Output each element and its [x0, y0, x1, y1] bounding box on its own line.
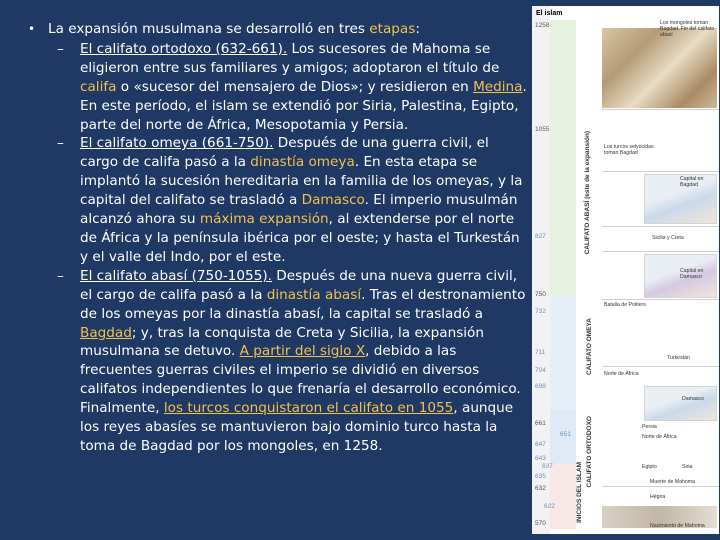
map-ortodoxo-image: [644, 386, 717, 421]
band-omeya: [550, 295, 576, 409]
intro-text: La expansión musulmana se desarrolló en tres etapas:: [48, 21, 420, 37]
year-635: 635: [535, 473, 546, 480]
band-label-ortodoxo: CALIFATO ORTODOXO: [586, 416, 593, 488]
item-title: El califato ortodoxo (632-661).: [80, 40, 288, 57]
dash-icon: –: [57, 135, 64, 152]
band-label-omeya: CALIFATO OMEYA: [586, 318, 593, 375]
label-muerte-mahoma: Muerte de Mahoma: [650, 479, 695, 485]
band-label-inicios: INICIOS DEL ISLAM: [576, 462, 583, 523]
year-704: 704: [535, 367, 546, 374]
label-norte-africa-2: Norte de África: [642, 434, 677, 440]
year-661: 661: [535, 420, 546, 427]
bullet-icon: •: [28, 22, 36, 36]
divider: [602, 251, 719, 252]
year-570: 570: [535, 520, 546, 527]
label-egipto: Egipto: [642, 464, 657, 470]
year-711: 711: [535, 349, 546, 356]
divider: [602, 299, 719, 300]
year-632: 632: [535, 485, 546, 492]
divider: [602, 226, 719, 227]
year-643: 643: [535, 455, 546, 462]
year-732: 732: [535, 308, 546, 315]
band-inicios: [550, 464, 576, 529]
year-622: 622: [544, 503, 555, 510]
label-damasco: Capital en Damasco: [680, 268, 704, 280]
list-item-abasi: – El califato abasí (750-1055). Después de una nueva guerra civil, el cargo de califa pasó a la dinastía abasí. Tras el destronamiento de los omeyas por la dinastía abasí, la capital se trasladó a Bagdad; y, tras la conquista de Creta y Sicilia, la expansión musulmana se detuvo. A partir del siglo X, debido a las frecuentes guerras civiles el imperio se dividió en diversos califatos independientes lo que frenaría el desarrollo económico. Finalmente, los turcos conquistaron el califato en 1055, aunque los reyes abasíes se mantuvieron bajo dominio turco hasta la toma de Bagdad por los mongoles, en 1258.: [57, 267, 526, 454]
label-persia: Persia: [642, 424, 657, 430]
band-abasi: [550, 20, 576, 295]
divider: [602, 366, 719, 367]
year-637: 637: [542, 463, 553, 470]
mongols-scene-image: [602, 28, 717, 108]
main-bullet: [26, 20, 531, 39]
label-siria: Siria: [682, 464, 693, 470]
label-poitiers: Batalla de Poitiers: [604, 302, 646, 308]
divider: [602, 171, 719, 172]
label-hegira: Hégira: [650, 494, 666, 500]
label-damasco-2: Damasco: [682, 396, 704, 402]
year-750: 750: [535, 291, 546, 298]
label-selyucidas: Los turcos selyúcidas toman Bagdad: [604, 144, 654, 156]
divider: [602, 109, 719, 110]
dash-icon: –: [57, 267, 64, 284]
label-nacimiento: Nacimiento de Mahoma: [650, 523, 705, 529]
list-item-omeya: – El califato omeya (661-750). Después de una guerra civil, el cargo de califa pasó a la dinastía omeya. En esta etapa se implantó la sucesión hereditaria en la familia de los omeyas, y la capital del califato se trasladó a Damasco. El imperio musulmán alcanzó ahora su máxima expansión, al extenderse por el norte de África y la península ibérica por el oeste; y hasta el Turkestán y el valle del Indo, por el este.: [57, 135, 523, 265]
year-698: 698: [535, 383, 546, 390]
label-bagdad: Capital en Bagdad: [680, 176, 704, 188]
year-647: 647: [535, 441, 546, 448]
item-title: El califato omeya (661-750).: [80, 135, 274, 152]
sub-list: [26, 40, 531, 456]
label-mongoles: Los mongoles toman Bagdad. Fin del califato abasí: [660, 20, 715, 38]
label-turkestan: Turkestán: [667, 355, 690, 361]
year-1258: 1258: [535, 22, 550, 29]
list-item-ortodoxo: – El califato ortodoxo (632-661). Los sucesores de Mahoma se eligieron entre sus familiares y amigos; adoptaron el título de califa o «sucesor del mensajero de Dios»; y residieron en Medina. En este período, el islam se extendió por Siria, Palestina, Egipto, parte del norte de África, Mesopotamia y Persia.: [57, 40, 527, 133]
timeline-image: [532, 6, 719, 534]
dash-icon: –: [57, 40, 64, 57]
year-1055: 1055: [535, 126, 550, 133]
label-norte-africa-1: Norte de África: [604, 371, 639, 377]
divider: [602, 486, 719, 487]
band-label-abasi: CALIFATO ABASÍ (este de la expansión): [584, 131, 591, 255]
year-651: 651: [560, 431, 571, 438]
slide-text: [26, 20, 531, 456]
year-827: 827: [535, 233, 546, 240]
timeline-header: El islam: [536, 10, 563, 17]
item-title: El califato abasí (750-1055).: [80, 267, 272, 284]
label-sicilia: Sicilia y Creta: [652, 235, 684, 241]
